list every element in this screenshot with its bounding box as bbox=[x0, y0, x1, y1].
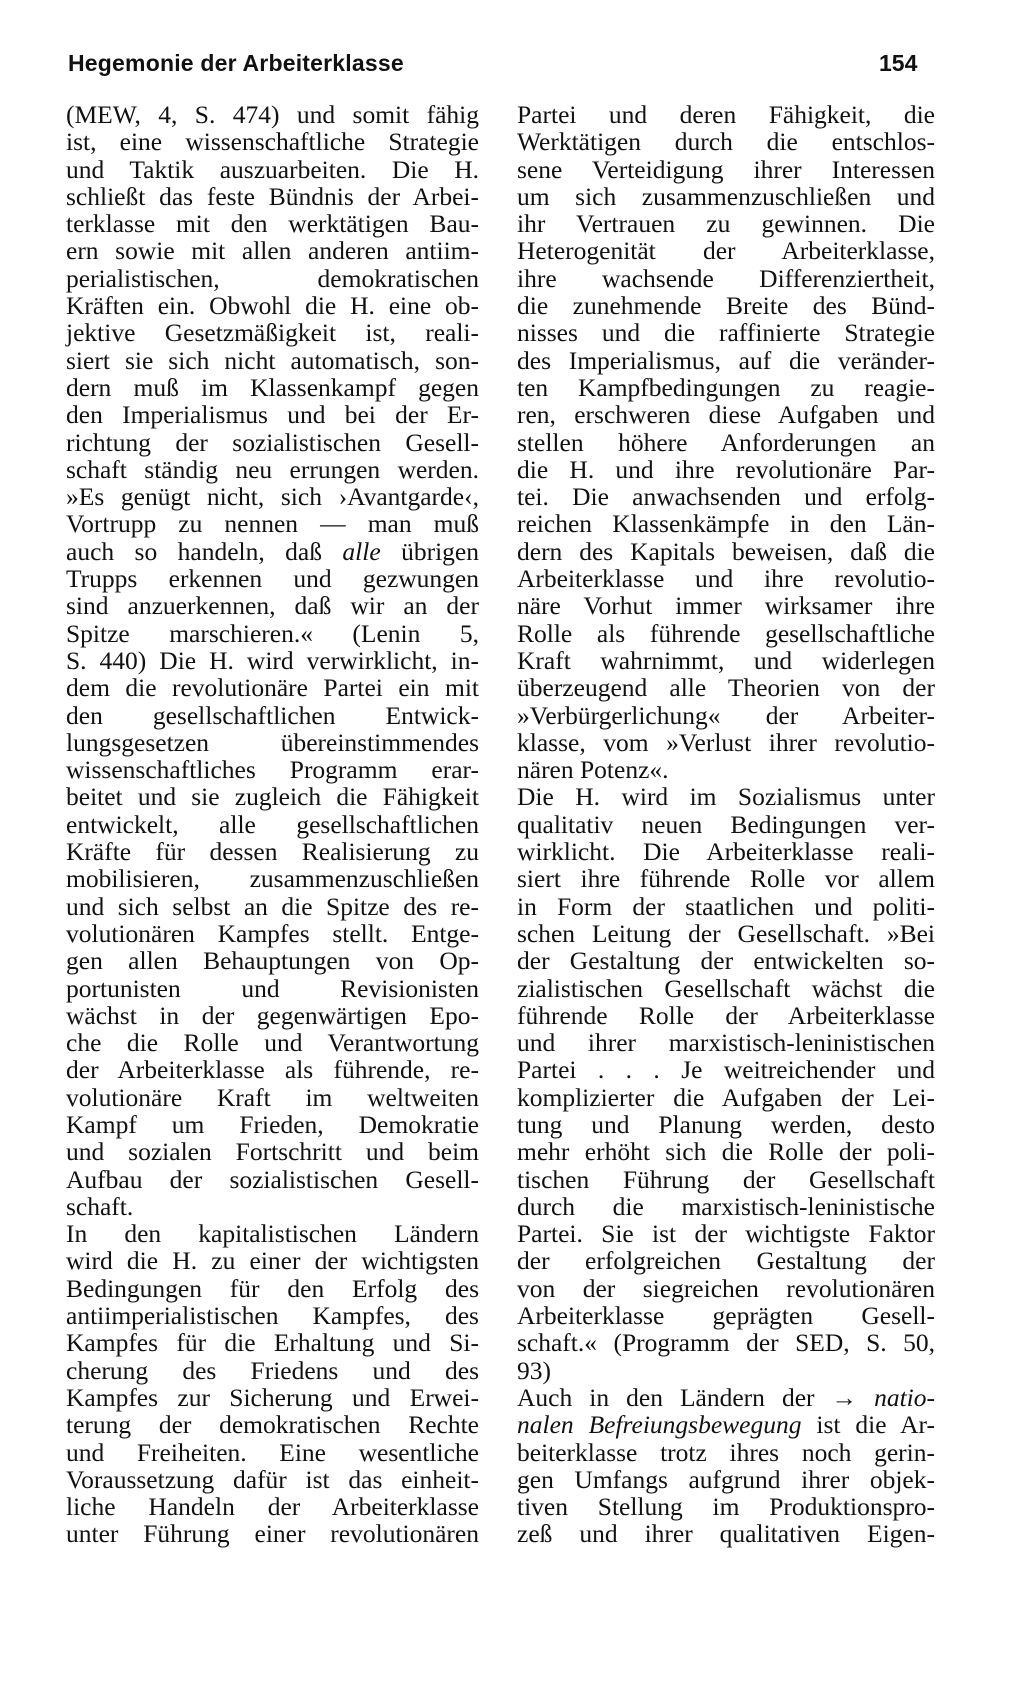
text-line: In den kapitalistischen Ländern bbox=[66, 1219, 479, 1249]
text-line: sene Verteidigung ihrer Interessen bbox=[517, 154, 935, 184]
text-line: klasse, vom »Verlust ihrer revolutio- bbox=[517, 727, 935, 757]
text-segment: ist die Ar- bbox=[801, 1410, 935, 1440]
italic-text: natio- bbox=[874, 1382, 935, 1412]
text-line: stellen höhere Anforderungen an bbox=[517, 427, 935, 457]
text-line: durch die marxistisch-leninistische bbox=[517, 1191, 935, 1221]
text-line: wirklicht. Die Arbeiterklasse reali- bbox=[517, 837, 935, 867]
text-segment: übrigen bbox=[380, 536, 479, 566]
text-line: in Form der staatlichen und politi- bbox=[517, 891, 935, 921]
text-line: Vortrupp zu nennen — man muß bbox=[66, 509, 479, 539]
text-line: siert sie sich nicht automatisch, son- bbox=[66, 345, 479, 375]
text-line: Kraft wahrnimmt, und widerlegen bbox=[517, 645, 935, 675]
text-line: Kräften ein. Obwohl die H. eine ob- bbox=[66, 291, 479, 321]
text-line: dern des Kapitals beweisen, daß die bbox=[517, 536, 935, 566]
text-line: von der siegreichen revolutionären bbox=[517, 1273, 935, 1303]
page-number: 154 bbox=[879, 50, 918, 76]
text-line: und Freiheiten. Eine wesentliche bbox=[66, 1437, 479, 1467]
text-line: Partei und deren Fähigkeit, die bbox=[517, 100, 935, 129]
text-line: gen allen Behauptungen von Op- bbox=[66, 946, 479, 976]
right-text-column bbox=[517, 101, 935, 1548]
text-line: die H. und ihre revolutionäre Par- bbox=[517, 454, 935, 484]
text-segment: Auch in den Ländern der → bbox=[517, 1382, 875, 1412]
text-line: antiimperialistischen Kampfes, des bbox=[66, 1301, 479, 1331]
text-line: Partei . . . Je weitreichender und bbox=[517, 1055, 935, 1085]
text-line: cherung des Friedens und des bbox=[66, 1355, 479, 1385]
text-line: gen Umfangs aufgrund ihrer objek- bbox=[517, 1464, 935, 1494]
left-text-column bbox=[66, 101, 479, 1548]
text-line: entwickelt, alle gesellschaftlichen bbox=[66, 809, 479, 839]
text-line: sind anzuerkennen, daß wir an der bbox=[66, 591, 479, 621]
text-line: Werktätigen durch die entschlos- bbox=[517, 127, 935, 157]
text-line: 93) bbox=[517, 1355, 551, 1385]
text-line: wächst in der gegenwärtigen Epo- bbox=[66, 1000, 479, 1030]
running-header-title: Hegemonie der Arbeiterklasse bbox=[68, 50, 404, 76]
text-line: Kräfte für dessen Realisierung zu bbox=[66, 837, 479, 867]
text-segment: auch so handeln, daß bbox=[66, 536, 343, 566]
text-line: und Taktik auszuarbeiten. Die H. bbox=[66, 154, 479, 184]
text-line: mehr erhöht sich die Rolle der poli- bbox=[517, 1137, 935, 1167]
text-line: der Gestaltung der entwickelten so- bbox=[517, 946, 935, 976]
text-line: Bedingungen für den Erfolg des bbox=[66, 1273, 479, 1303]
text-line: ten Kampfbedingungen zu reagie- bbox=[517, 372, 935, 402]
text-line: schaft ständig neu errungen werden. bbox=[66, 454, 479, 484]
text-line: Partei. Sie ist der wichtigste Faktor bbox=[517, 1219, 935, 1249]
text-line: reichen Klassenkämpfe in den Län- bbox=[517, 509, 935, 539]
text-line: schaft. bbox=[66, 1191, 134, 1221]
text-line: der erfolgreichen Gestaltung der bbox=[517, 1246, 935, 1276]
text-line: »Es genügt nicht, sich ›Avantgarde‹, bbox=[66, 482, 479, 512]
text-line: volutionäre Kraft im weltweiten bbox=[66, 1082, 479, 1112]
text-line: (MEW, 4, S. 474) und somit fähig bbox=[66, 100, 479, 129]
text-line: unter Führung einer revolutionären bbox=[66, 1519, 479, 1549]
text-line: perialistischen, demokratischen bbox=[66, 263, 479, 293]
text-line: Rolle als führende gesellschaftliche bbox=[517, 618, 935, 648]
text-line: und ihrer marxistisch-leninistischen bbox=[517, 1028, 935, 1058]
text-line: ihr Vertrauen zu gewinnen. Die bbox=[517, 209, 935, 239]
text-line: ihre wachsende Differenziertheit, bbox=[517, 263, 935, 293]
text-line: komplizierter die Aufgaben der Lei- bbox=[517, 1082, 935, 1112]
italic-text: alle bbox=[342, 536, 381, 566]
text-line: schen Leitung der Gesellschaft. »Bei bbox=[517, 918, 935, 948]
text-line: tung und Planung werden, desto bbox=[517, 1109, 935, 1139]
text-line: Die H. wird im Sozialismus unter bbox=[517, 782, 935, 812]
text-line bbox=[66, 538, 479, 565]
text-line: schließt das feste Bündnis der Arbei- bbox=[66, 181, 479, 211]
text-line: der Arbeiterklasse als führende, re- bbox=[66, 1055, 479, 1085]
text-line: beitet und sie zugleich die Fähigkeit bbox=[66, 782, 479, 812]
text-line: Kampfes für die Erhaltung und Si- bbox=[66, 1328, 479, 1358]
text-line: siert ihre führende Rolle vor allem bbox=[517, 864, 935, 894]
italic-text: nalen Befreiungsbewegung bbox=[517, 1410, 802, 1440]
text-line: des Imperialismus, auf die veränder- bbox=[517, 345, 935, 375]
text-line: den Imperialismus und bei der Er- bbox=[66, 400, 479, 430]
text-line: führende Rolle der Arbeiterklasse bbox=[517, 1000, 935, 1030]
text-line: terklasse mit den werktätigen Bau- bbox=[66, 209, 479, 239]
text-line: nären Potenz«. bbox=[517, 755, 669, 785]
text-line: tiven Stellung im Produktionspro- bbox=[517, 1492, 935, 1522]
text-line: mobilisieren, zusammenzuschließen bbox=[66, 864, 479, 894]
text-line: ern sowie mit allen anderen antiim- bbox=[66, 236, 479, 266]
text-line: volutionären Kampfes stellt. Entge- bbox=[66, 918, 479, 948]
text-line: zialistischen Gesellschaft wächst die bbox=[517, 973, 935, 1003]
text-line: schaft.« (Programm der SED, S. 50, bbox=[517, 1328, 935, 1358]
text-line: um sich zusammenzuschließen und bbox=[517, 181, 935, 211]
text-line: die zunehmende Breite des Bünd- bbox=[517, 291, 935, 321]
text-line: richtung der sozialistischen Gesell- bbox=[66, 427, 479, 457]
text-line: che die Rolle und Verantwortung bbox=[66, 1028, 479, 1058]
text-line: und sich selbst an die Spitze des re- bbox=[66, 891, 479, 921]
text-line: Spitze marschieren.« (Lenin 5, bbox=[66, 618, 479, 648]
text-line: S. 440) Die H. wird verwirklicht, in- bbox=[66, 645, 479, 675]
text-line: lungsgesetzen übereinstimmendes bbox=[66, 727, 479, 757]
text-line bbox=[517, 1411, 935, 1438]
text-line: ist, eine wissenschaftliche Strategie bbox=[66, 127, 479, 157]
text-line: Arbeiterklasse und ihre revolutio- bbox=[517, 564, 935, 594]
text-line: terung der demokratischen Rechte bbox=[66, 1410, 479, 1440]
text-line: dern muß im Klassenkampf gegen bbox=[66, 372, 479, 402]
text-line: wird die H. zu einer der wichtigsten bbox=[66, 1246, 479, 1276]
text-line: »Verbürgerlichung« der Arbeiter- bbox=[517, 700, 935, 730]
text-line: dem die revolutionäre Partei ein mit bbox=[66, 673, 479, 703]
text-line: portunisten und Revisionisten bbox=[66, 973, 479, 1003]
text-line bbox=[517, 1384, 935, 1411]
text-line: ren, erschweren diese Aufgaben und bbox=[517, 400, 935, 430]
text-line: Trupps erkennen und gezwungen bbox=[66, 564, 479, 594]
text-line: nisses und die raffinierte Strategie bbox=[517, 318, 935, 348]
text-line: tei. Die anwachsenden und erfolg- bbox=[517, 482, 935, 512]
text-line: Arbeiterklasse geprägten Gesell- bbox=[517, 1301, 935, 1331]
text-line: zeß und ihrer qualitativen Eigen- bbox=[517, 1519, 935, 1549]
text-line: Heterogenität der Arbeiterklasse, bbox=[517, 236, 935, 266]
text-line: Aufbau der sozialistischen Gesell- bbox=[66, 1164, 479, 1194]
text-line: überzeugend alle Theorien von der bbox=[517, 673, 935, 703]
text-line: beiterklasse trotz ihres noch gerin- bbox=[517, 1437, 935, 1467]
text-line: Kampf um Frieden, Demokratie bbox=[66, 1109, 479, 1139]
text-line: Kampfes zur Sicherung und Erwei- bbox=[66, 1382, 479, 1412]
text-line: und sozialen Fortschritt und beim bbox=[66, 1137, 479, 1167]
text-line: liche Handeln der Arbeiterklasse bbox=[66, 1492, 479, 1522]
text-line: näre Vorhut immer wirksamer ihre bbox=[517, 591, 935, 621]
text-line: Voraussetzung dafür ist das einheit- bbox=[66, 1464, 479, 1494]
text-line: tischen Führung der Gesellschaft bbox=[517, 1164, 935, 1194]
text-line: wissenschaftliches Programm erar- bbox=[66, 755, 479, 785]
text-line: jektive Gesetzmäßigkeit ist, reali- bbox=[66, 318, 479, 348]
text-line: qualitativ neuen Bedingungen ver- bbox=[517, 809, 935, 839]
text-line: den gesellschaftlichen Entwick- bbox=[66, 700, 479, 730]
